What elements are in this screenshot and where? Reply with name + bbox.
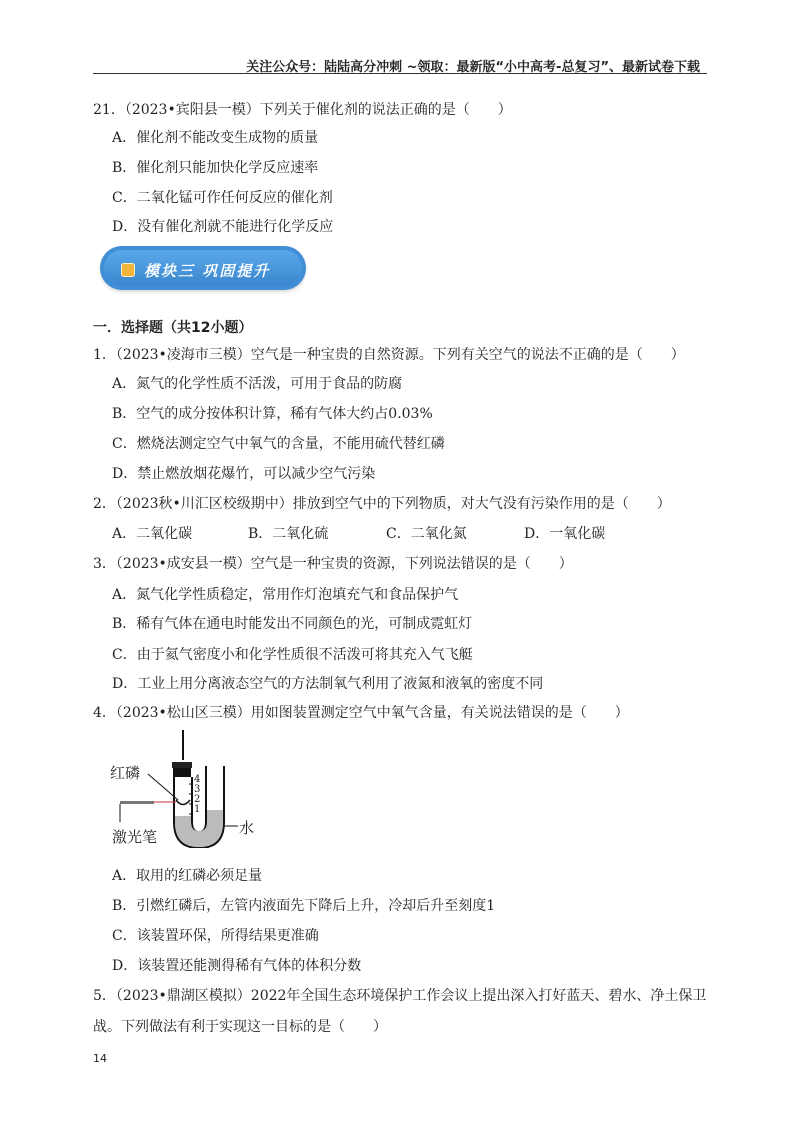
question-4-option-a: A．取用的红磷必须足量 bbox=[112, 868, 263, 884]
question-2-option-d: D．一氧化碳 bbox=[524, 526, 606, 542]
question-4-option-c: C．该装置环保，所得结果更准确 bbox=[112, 928, 319, 944]
question-5-stem-line-2: 战。下列做法有利于实现这一目标的是（ ） bbox=[93, 1019, 387, 1035]
question-3-option-c: C．由于氦气密度小和化学性质很不活泼可将其充入气飞艇 bbox=[112, 647, 473, 663]
question-2-stem: 2．（2023秋•川汇区校级期中）排放到空气中的下列物质，对大气没有污染作用的是（ ） bbox=[93, 496, 671, 512]
question-3-option-b: B．稀有气体在通电时能发出不同颜色的光，可制成霓虹灯 bbox=[112, 616, 473, 632]
question-2-option-a: A．二氧化碳 bbox=[112, 526, 193, 542]
module-banner-label: 模块三 巩固提升 bbox=[144, 262, 271, 280]
label-laser-pen: 激光笔 bbox=[112, 828, 158, 846]
label-red-phosphorus: 红磷 bbox=[110, 764, 141, 782]
question-1-stem: 1．（2023•凌海市三模）空气是一种宝贵的自然资源。下列有关空气的说法不正确的是（ ） bbox=[93, 347, 685, 363]
question-2-option-b: B．二氧化硫 bbox=[248, 526, 329, 542]
page-header-text: 关注公众号：陆陆高分冲刺 ~领取：最新版“小中高考-总复习”、最新试卷下载 bbox=[246, 60, 700, 75]
scale-mark-2: 2 bbox=[194, 794, 201, 805]
question-21-option-d: D．没有催化剂就不能进行化学反应 bbox=[112, 219, 334, 235]
trophy-icon bbox=[121, 263, 135, 277]
section-title: 一．选择题（共12小题） bbox=[93, 320, 253, 336]
module-banner-inner bbox=[104, 250, 302, 286]
scale-mark-1: 1 bbox=[194, 804, 201, 815]
question-1-option-d: D．禁止燃放烟花爆竹，可以减少空气污染 bbox=[112, 466, 376, 482]
question-2-option-c: C．二氧化氮 bbox=[386, 526, 467, 542]
question-4-option-d: D．该装置还能测得稀有气体的体积分数 bbox=[112, 958, 362, 974]
question-21-stem: 21．（2023•宾阳县一模）下列关于催化剂的说法正确的是（ ） bbox=[93, 102, 512, 118]
question-4-option-b: B．引燃红磷后，左管内液面先下降后上升，冷却后升至刻度1 bbox=[112, 898, 496, 914]
question-1-option-b: B．空气的成分按体积计算，稀有气体大约占0.03% bbox=[112, 406, 433, 422]
question-4-stem: 4．（2023•松山区三模）用如图装置测定空气中氧气含量，有关说法错误的是（ ） bbox=[93, 705, 629, 721]
page-number: 14 bbox=[93, 1052, 107, 1065]
question-3-option-d: D．工业上用分离液态空气的方法制氧气利用了液氮和液氧的密度不同 bbox=[112, 676, 544, 692]
header-divider bbox=[93, 73, 707, 74]
scale-mark-4: 4 bbox=[194, 774, 201, 785]
label-water: 水 bbox=[239, 819, 255, 837]
module-banner bbox=[100, 246, 306, 290]
oxygen-measurement-apparatus-figure bbox=[110, 730, 280, 852]
question-1-option-c: C．燃烧法测定空气中氧气的含量，不能用硫代替红磷 bbox=[112, 436, 445, 452]
question-1-option-a: A．氮气的化学性质不活泼，可用于食品的防腐 bbox=[112, 376, 403, 392]
question-21-option-c: C．二氧化锰可作任何反应的催化剂 bbox=[112, 190, 333, 206]
scale-mark-3: 3 bbox=[194, 784, 201, 795]
question-3-option-a: A．氮气化学性质稳定，常用作灯泡填充气和食品保护气 bbox=[112, 587, 459, 603]
question-21-option-a: A．催化剂不能改变生成物的质量 bbox=[112, 130, 319, 146]
question-3-stem: 3．（2023•成安县一模）空气是一种宝贵的资源，下列说法错误的是（ ） bbox=[93, 556, 573, 572]
question-5-stem-line-1: 5．（2023•鼎湖区模拟）2022年全国生态环境保护工作会议上提出深入打好蓝天、碧水、净土保卫 bbox=[93, 988, 707, 1004]
question-21-option-b: B．催化剂只能加快化学反应速率 bbox=[112, 160, 319, 176]
